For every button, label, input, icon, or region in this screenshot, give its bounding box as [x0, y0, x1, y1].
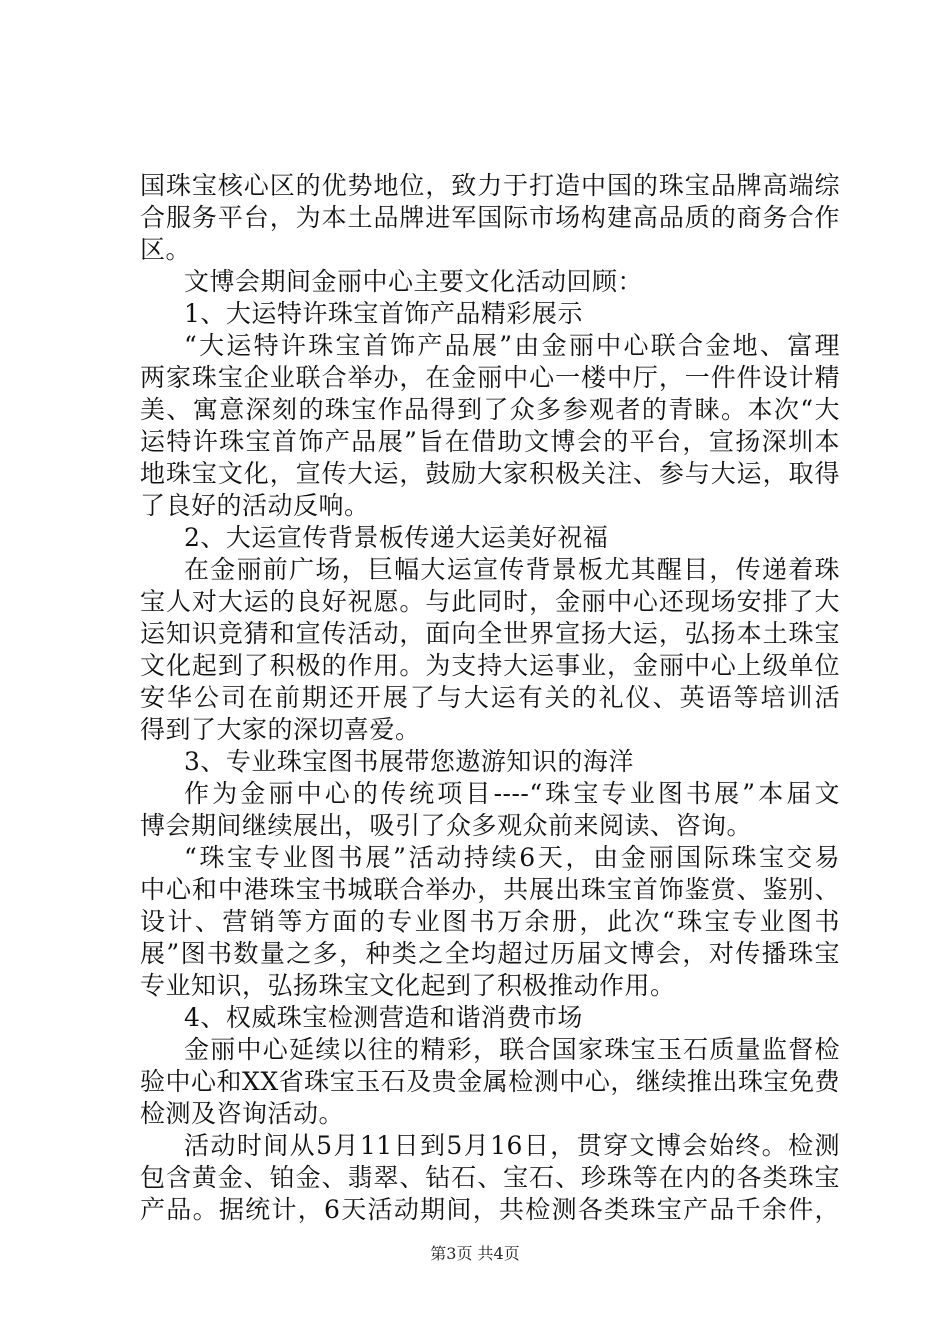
text-line: 文化起到了积极的作用。为支持大运事业，金丽中心上级单位 — [140, 651, 840, 680]
text-line: 国珠宝核心区的优势地位，致力于打造中国的珠宝品牌高端综 — [140, 171, 840, 200]
text-line: 博会期间继续展出，吸引了众多观众前来阅读、咨询。 — [140, 811, 753, 840]
section-heading-4: 4、权威珠宝检测营造和谐消费市场 — [184, 1003, 583, 1032]
text-line: 运知识竞猜和宣传活动，面向全世界宣扬大运，弘扬本土珠宝 — [140, 619, 840, 648]
text-line: 了良好的活动反响。 — [140, 491, 370, 520]
text-line: 验中心和XX省珠宝玉石及贵金属检测中心，继续推出珠宝免费 — [140, 1067, 840, 1096]
text-line: 活动时间从5月11日到5月16日，贯穿文博会始终。检测 — [184, 1131, 840, 1160]
text-line: 检测及咨询活动。 — [140, 1099, 345, 1128]
text-line: 合服务平台，为本土品牌进军国际市场构建高品质的商务合作 — [140, 203, 840, 232]
section-heading-2: 2、大运宣传背景板传递大运美好祝福 — [184, 523, 609, 552]
text-line: 宝人对大运的良好祝愿。与此同时，金丽中心还现场安排了大 — [140, 587, 840, 616]
text-line: 金丽中心延续以往的精彩，联合国家珠宝玉石质量监督检 — [184, 1035, 840, 1064]
page-number-footer: 第3页 共4页 — [430, 1244, 520, 1263]
section-heading-1: 1、大运特许珠宝首饰产品精彩展示 — [184, 299, 583, 328]
text-line: 两家珠宝企业联合举办，在金丽中心一楼中厅，一件件设计精 — [140, 363, 840, 392]
text-line: 专业知识，弘扬珠宝文化起到了积极推动作用。 — [140, 971, 676, 1000]
text-line: 包含黄金、铂金、翡翠、钻石、宝石、珍珠等在内的各类珠宝 — [140, 1163, 840, 1192]
text-line: 在金丽前广场，巨幅大运宣传背景板尤其醒目，传递着珠 — [184, 555, 840, 584]
text-line: 运特许珠宝首饰产品展”旨在借助文博会的平台，宣扬深圳本 — [140, 427, 840, 456]
text-line: 设计、营销等方面的专业图书万余册，此次“珠宝专业图书 — [140, 907, 840, 936]
text-line: “大运特许珠宝首饰产品展”由金丽中心联合金地、富理 — [184, 331, 840, 360]
text-line: 美、寓意深刻的珠宝作品得到了众多参观者的青睐。本次“大 — [140, 395, 840, 424]
text-line: 安华公司在前期还开展了与大运有关的礼仪、英语等培训活 — [140, 683, 840, 712]
text-line: “珠宝专业图书展”活动持续6天，由金丽国际珠宝交易 — [184, 843, 840, 872]
section-heading-3: 3、专业珠宝图书展带您遨游知识的海洋 — [184, 747, 634, 776]
section-intro: 文博会期间金丽中心主要文化活动回顾： — [184, 267, 644, 296]
text-line: 作为金丽中心的传统项目----“珠宝专业图书展”本届文 — [184, 779, 840, 808]
text-line: 地珠宝文化，宣传大运，鼓励大家积极关注、参与大运，取得 — [140, 459, 840, 488]
text-line: 展”图书数量之多，种类之全均超过历届文博会，对传播珠宝 — [140, 939, 840, 968]
text-line: 区。 — [140, 235, 192, 264]
body-text — [140, 170, 840, 1226]
text-line: 中心和中港珠宝书城联合举办，共展出珠宝首饰鉴赏、鉴别、 — [140, 875, 840, 904]
text-line: 得到了大家的深切喜爱。 — [140, 715, 421, 744]
text-line: 产品。据统计，6天活动期间，共检测各类珠宝产品千余件， — [140, 1195, 840, 1224]
